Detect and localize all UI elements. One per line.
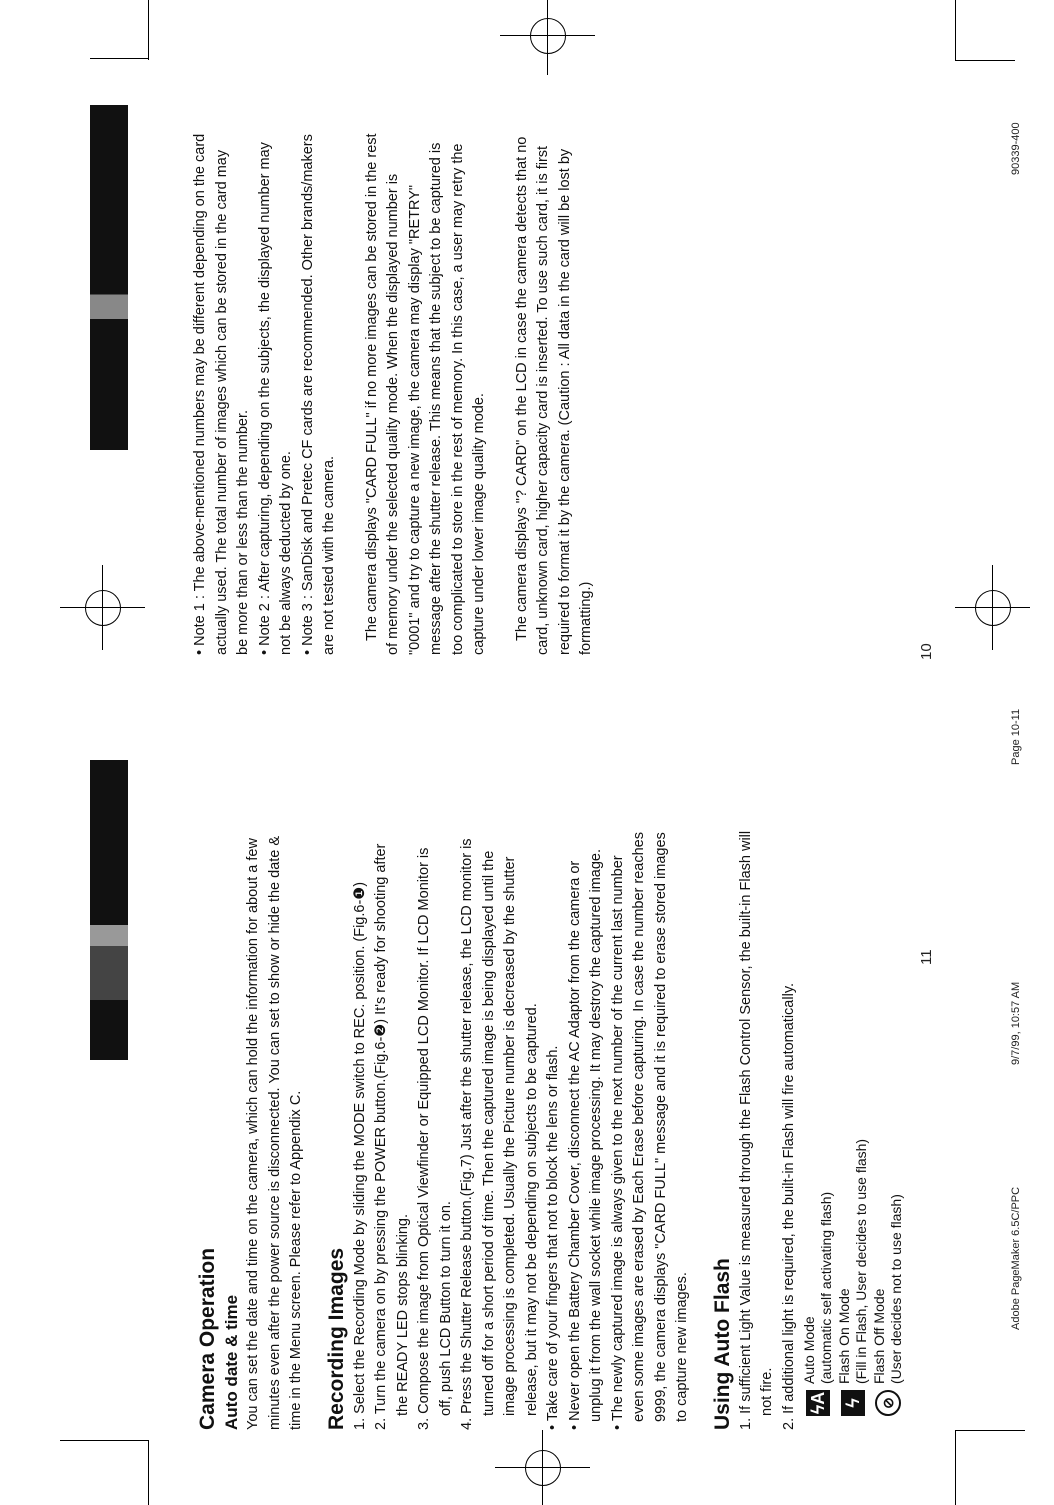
doc-code: 90339-400 (1010, 122, 1022, 175)
right-page-column (195, 830, 906, 1430)
flash-mode-row (871, 830, 905, 1416)
note-3: • Note 3 : SanDisk and Pretec CF cards are recommended. Other brands/makers are not tested with the camera. (299, 134, 337, 655)
flash-mode-row (836, 830, 870, 1416)
flash-step: 2. If additional light is required, the built-in Flash will fire automatically. (780, 982, 797, 1430)
flash-on-icon: ϟ (841, 1390, 865, 1416)
page-label: Page 10-11 (1010, 708, 1022, 765)
recording-heading: Recording Images (324, 1247, 348, 1430)
flash-mode-desc: (User decides not to use flash) (888, 1194, 904, 1384)
app-name: Adobe PageMaker 6.5C/PPC (1010, 1186, 1022, 1330)
step-item: 4. Press the Shutter Release button.(Fig.7) Just after the shutter release, the LCD monitor is turned off for a short period of time. Then the captured image is being displayed until the image processing is completed. Usually the Picture number is decreased by the shutter release, but it may not be depending on subjects to be captured. (459, 838, 540, 1430)
note-1: • Note 1 : The above-mentioned numbers may be different depending on the card actually used. The total number of images which can be stored in the card may be more than or less than the number. (192, 133, 251, 655)
bullet-item: • Take care of your fingers that not to block the lens or flash. (545, 1045, 561, 1430)
flash-mode-desc: (Fill in Flash, User decides to use flash) (853, 1138, 869, 1384)
flash-mode-row (801, 830, 835, 1416)
page-number-left: 10 (918, 643, 935, 660)
step-item: 3. Compose the image from Optical Viewfinder or Equipped LCD Monitor. If LCD Monitor is off, push LCD Button to turn it on. (416, 847, 454, 1430)
flash-auto-icon: ϟA (806, 1390, 830, 1416)
flash-heading: Using Auto Flash (710, 1258, 734, 1430)
flash-mode-name: Flash On Mode (836, 1288, 852, 1384)
section-title: Camera Operation (196, 1247, 219, 1430)
flash-mode-desc: (automatic self activating flash) (818, 1191, 834, 1384)
left-page-column (190, 130, 598, 655)
auto-date-heading: Auto date & time (222, 1294, 241, 1430)
timestamp: 9/7/99, 10:57 AM (1010, 981, 1022, 1065)
bullet-item: • Never open the Battery Chamber Cover, disconnect the AC Adaptor from the camera or unplug it from the wall socket while image processing. It may destroy the captured image. (566, 848, 604, 1430)
unknown-card-paragraph: The camera displays "? CARD" on the LCD in case the camera detects that no card, unknown card, higher capacity card is inserted. To use such card, it is first required to format it by the camera. (Caution : All data in the card will be lost by formatting.) (513, 136, 594, 655)
step-item: 1. Select the Recording Mode by sliding the MODE switch to REC. position. (Fig.6-❶) (351, 881, 368, 1430)
flash-step: 1. If sufficient Light Value is measured through the Flash Control Sensor, the built-in Flash will not fire. (737, 830, 775, 1430)
note-2: • Note 2 : After capturing, depending on the subjects, the displayed number may not be always deducted by one. (256, 142, 294, 655)
flash-mode-name: Flash Off Mode (871, 1288, 887, 1384)
bullet-item: • The newly captured image is always given to the next number of the current last number even some images are erased by Each Erase before capturing. In case the number reaches 9999, the camera displays "CARD FULL" message and it is required to erase stored images to capture new images. (609, 832, 690, 1430)
page-number-right: 11 (918, 949, 935, 965)
auto-date-paragraph: You can set the date and time on the camera, which can hold the information for about a few minutes even after the power source is disconnected. You can set to show or hide the date & time in the Menu screen. Please refer to Appendix C. (245, 835, 304, 1430)
card-full-paragraph: The camera displays "CARD FULL" if no more images can be stored in the rest of memory under the selected quality mode. When the displayed number is "0001" and try to capture a new image, the camera may display "RETRY" message after the shutter release. This means that the subject to be captured is too complicated to store in the rest of memory. In this case, a user may retry the capture under lower image quality mode. (363, 133, 487, 655)
flash-mode-name: Auto Mode (801, 1316, 817, 1384)
flash-off-icon: ⊘ (875, 1390, 901, 1416)
step-item: 2. Turn the camera on by pressing the POWER button.(Fig.6-❷) It's ready for shooting after the READY LED stops blinking. (373, 843, 411, 1430)
